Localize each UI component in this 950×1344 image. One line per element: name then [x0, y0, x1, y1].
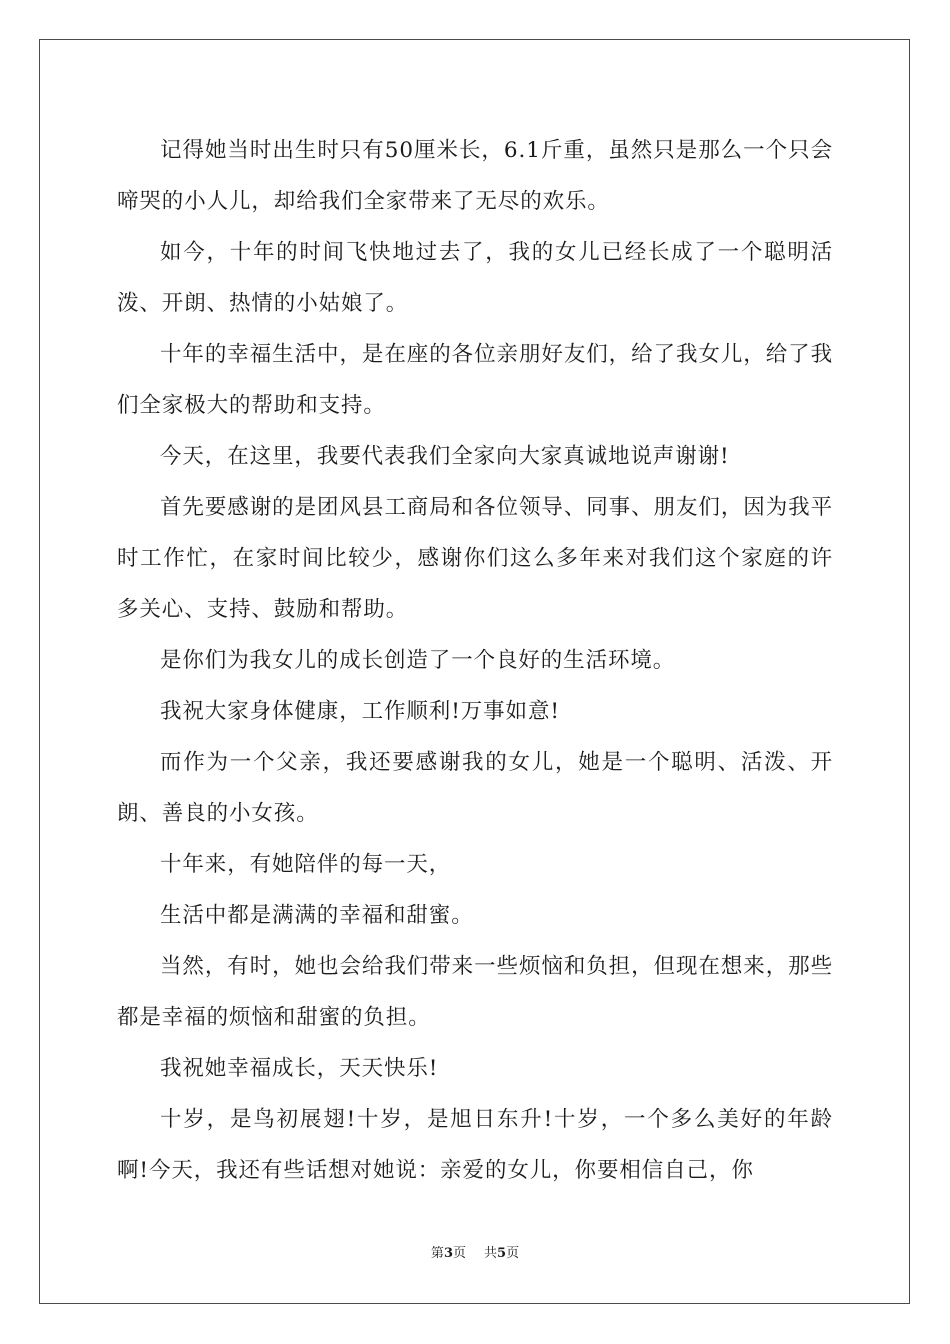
paragraph-10: 生活中都是满满的幸福和甜蜜。 [160, 903, 474, 928]
current-page-number: 3 [443, 1246, 453, 1261]
paragraph-1: 记得她当时出生时只有50厘米长，6.1斤重，虽然只是那么一个只会啼哭的小人儿，却给我们全家带来了无尽的欢乐。 [117, 138, 833, 214]
footer-total-unit: 页 [506, 1246, 520, 1261]
paragraph-5: 首先要感谢的是团风县工商局和各位领导、同事、朋友们，因为我平时工作忙，在家时间比较少，感谢你们这么多年来对我们这个家庭的许多关心、支持、鼓励和帮助。 [117, 495, 833, 622]
paragraph-4: 今天，在这里，我要代表我们全家向大家真诚地说声谢谢! [160, 444, 730, 469]
paragraph-13: 十岁，是鸟初展翅!十岁，是旭日东升!十岁，一个多么美好的年龄啊!今天，我还有些话想对她说：亲爱的女儿，你要相信自己，你 [117, 1107, 833, 1183]
footer-total-prefix: 共 [484, 1246, 498, 1261]
paragraph-2: 如今，十年的时间飞快地过去了，我的女儿已经长成了一个聪明活泼、开朗、热情的小姑娘了。 [117, 240, 833, 316]
document-body [117, 125, 833, 1196]
paragraph-12: 我祝她幸福成长，天天快乐! [160, 1056, 439, 1081]
page-footer [0, 1244, 950, 1264]
paragraph-3: 十年的幸福生活中，是在座的各位亲朋好友们，给了我女儿，给了我们全家极大的帮助和支持。 [117, 342, 833, 418]
footer-page-unit: 页 [452, 1246, 466, 1261]
paragraph-7: 我祝大家身体健康，工作顺利!万事如意! [160, 699, 560, 724]
paragraph-11: 当然，有时，她也会给我们带来一些烦恼和负担，但现在想来，那些都是幸福的烦恼和甜蜜的负担。 [117, 954, 833, 1030]
paragraph-8: 而作为一个父亲，我还要感谢我的女儿，她是一个聪明、活泼、开朗、善良的小女孩。 [117, 750, 833, 826]
paragraph-6: 是你们为我女儿的成长创造了一个良好的生活环境。 [160, 648, 676, 673]
paragraph-9: 十年来，有她陪伴的每一天， [160, 852, 452, 877]
total-page-number: 5 [497, 1246, 507, 1261]
footer-prefix: 第 [430, 1246, 444, 1261]
